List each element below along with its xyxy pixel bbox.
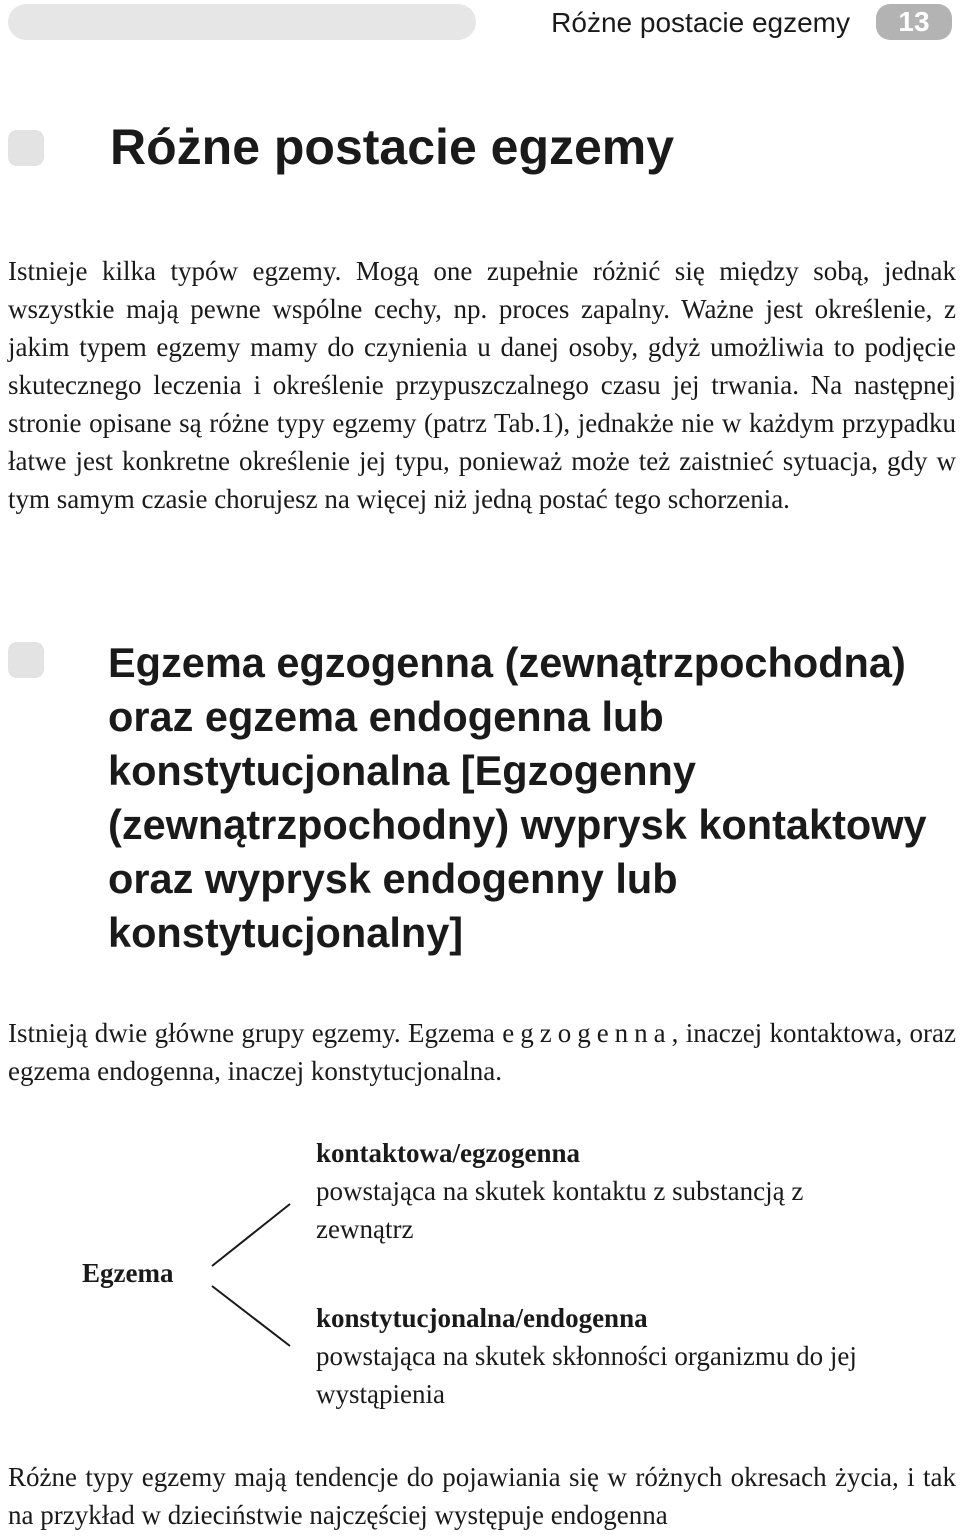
branch-description: powstająca na skutek kontaktu z substancją z zewnątrz [316, 1176, 804, 1244]
diagram-branch-endogenous [316, 1299, 956, 1413]
running-title: Różne postacie egzemy [551, 7, 850, 38]
branch-description: powstająca na skutek skłonności organizmu do jej wystąpienia [316, 1341, 857, 1409]
intro-paragraph: Istnieje kilka typów egzemy. Mogą one zupełnie różnić się między sobą, jednak wszystkie mają pewne wspólne cechy, np. proces zapalny. Ważne jest określenie, z jakim typem egzemy mamy do czynienia u danej osoby, gdyż umożliwia to podjęcie skutecznego leczenia i określenie przypuszczalnego czasu jej trwania. Na następnej stronie opisane są różne typy egzemy (patrz Tab.1), jednakże nie w każdym przypadku łatwe jest konkretne określenie jej typu, ponieważ może też zaistnieć sytuacja, gdy w tym samym czasie chorujesz na więcej niż jedną postać tego schorzenia. [8, 256, 956, 514]
branch-title: konstytucjonalna/endogenna [316, 1303, 648, 1333]
connector-upper [212, 1204, 290, 1266]
section-title: Różne postacie egzemy [110, 119, 675, 175]
emphasized-term: egzogenna [502, 1018, 672, 1048]
subsection-title: Egzema egzogenna (zewnątrzpochodna) oraz egzema endogenna lub konstytucjonalna [Egzogenny (zewnątrzpochodny) wyprysk kontaktowy oraz wyprysk endogenny lub konstytucjonalny] [108, 639, 927, 956]
groups-paragraph-start: Istnieją dwie główne grupy egzemy. Egzema [8, 1018, 503, 1048]
groups-paragraph-end: , inaczej kontaktowa, oraz egzema endogenna, inaczej konstytucjonalna. [8, 1018, 956, 1086]
connector-lower [212, 1286, 290, 1346]
branch-title: kontaktowa/egzogenna [316, 1138, 581, 1168]
footer-paragraph: Różne typy egzemy mają tendencje do pojawiania się w różnych okresach życia, i tak na przykład w dzieciństwie najczęściej występuje endogenna [8, 1462, 956, 1530]
page-number-badge: 13 [876, 4, 952, 40]
diagram-branch-exogenous [316, 1134, 956, 1248]
diagram-root-label: Egzema [82, 1258, 174, 1288]
